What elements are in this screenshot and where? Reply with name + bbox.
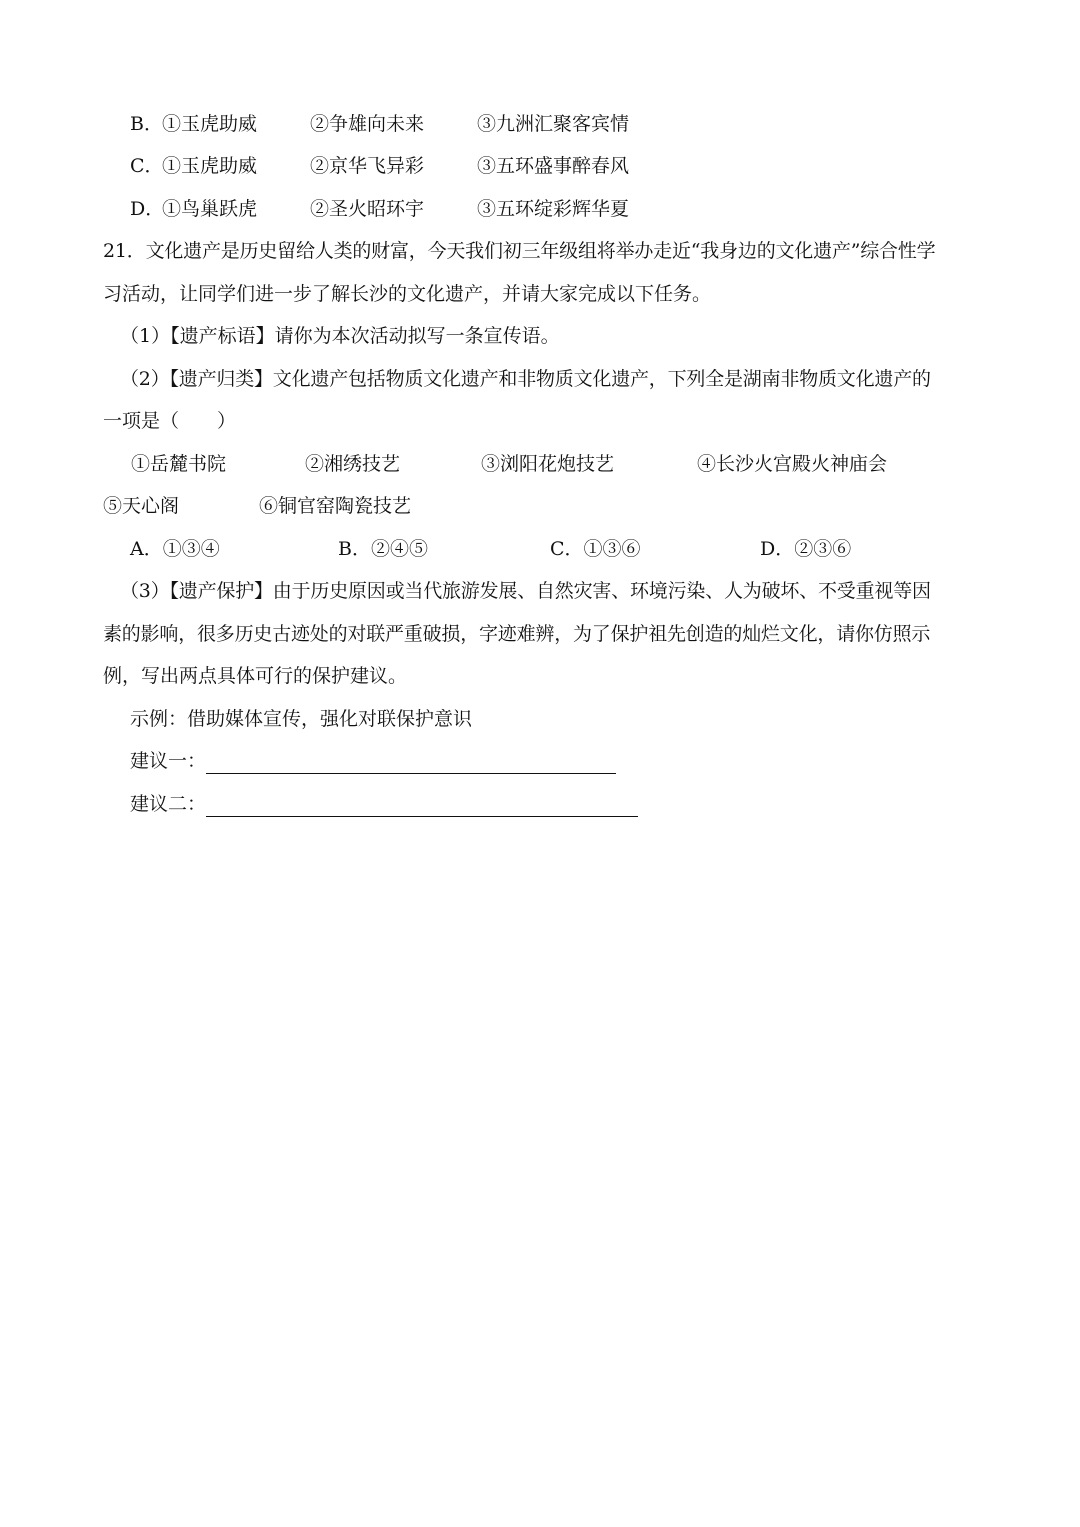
option-c: C．①③⑥ xyxy=(550,538,641,560)
option-letter: C． xyxy=(130,155,164,177)
option-a: A．①③④ xyxy=(130,538,220,560)
q21-example: 示例：借助媒体宣传，强化对联保护意识 xyxy=(130,708,473,730)
option-item-3: ③九洲汇聚客宾情 xyxy=(477,113,630,135)
suggestion-1-label: 建议一： xyxy=(130,750,207,772)
suggestion-2 xyxy=(130,789,650,819)
heritage-item: ⑤天心阁 xyxy=(103,495,180,517)
option-item-2: ②京华飞异彩 xyxy=(310,155,425,177)
option-item-1: ①玉虎助威 xyxy=(162,155,258,177)
option-letter: D． xyxy=(130,198,165,220)
q21-part-3-line-3: 例，写出两点具体可行的保护建议。 xyxy=(103,665,408,687)
heritage-list-row-1 xyxy=(103,449,1003,479)
heritage-item: ④长沙火宫殿火神庙会 xyxy=(697,453,888,475)
option-d: D．②③⑥ xyxy=(760,538,852,560)
option-item-1: ①鸟巢跃虎 xyxy=(162,198,258,220)
heritage-item: ③浏阳花炮技艺 xyxy=(481,453,615,475)
q21-part-3-line-1: （3）【遗产保护】由于历史原因或当代旅游发展、自然灾害、环境污染、人为破坏、不受重视等因 xyxy=(120,580,931,602)
option-item-3: ③五环盛事醉春风 xyxy=(477,155,630,177)
suggestion-1-answer-line[interactable] xyxy=(206,773,616,774)
option-item-2: ②争雄向未来 xyxy=(310,113,425,135)
q21-part-2-options xyxy=(130,534,930,564)
option-item-2: ②圣火昭环宇 xyxy=(310,198,425,220)
q21-stem-line-2: 习活动，让同学们进一步了解长沙的文化遗产，并请大家完成以下任务。 xyxy=(103,283,712,305)
heritage-item: ②湘绣技艺 xyxy=(305,453,401,475)
q21-part-3-line-2: 素的影响，很多历史古迹处的对联严重破损，字迹难辨，为了保护祖先创造的灿烂文化，请你仿照示 xyxy=(103,623,931,645)
heritage-item: ⑥铜官窑陶瓷技艺 xyxy=(259,495,412,517)
option-item-3: ③五环绽彩辉华夏 xyxy=(477,198,630,220)
option-b: B．②④⑤ xyxy=(338,538,428,560)
option-letter: B． xyxy=(130,113,163,135)
q21-stem-line-1: 21．文化遗产是历史留给人类的财富，今天我们初三年级组将举办走近“我身边的文化遗产”综合性学 xyxy=(103,240,936,262)
heritage-item: ①岳麓书院 xyxy=(131,453,227,475)
heritage-list-row-2 xyxy=(103,491,603,521)
suggestion-2-answer-line[interactable] xyxy=(206,816,638,817)
q21-part-2-line-1: （2）【遗产归类】文化遗产包括物质文化遗产和非物质文化遗产，下列全是湖南非物质文化遗产的 xyxy=(120,368,931,390)
suggestion-2-label: 建议二： xyxy=(130,793,207,815)
suggestion-1 xyxy=(130,746,630,776)
q21-part-2-line-2: 一项是（ ） xyxy=(103,410,237,432)
q21-part-1: （1）【遗产标语】请你为本次活动拟写一条宣传语。 xyxy=(120,325,560,347)
option-item-1: ①玉虎助威 xyxy=(162,113,258,135)
